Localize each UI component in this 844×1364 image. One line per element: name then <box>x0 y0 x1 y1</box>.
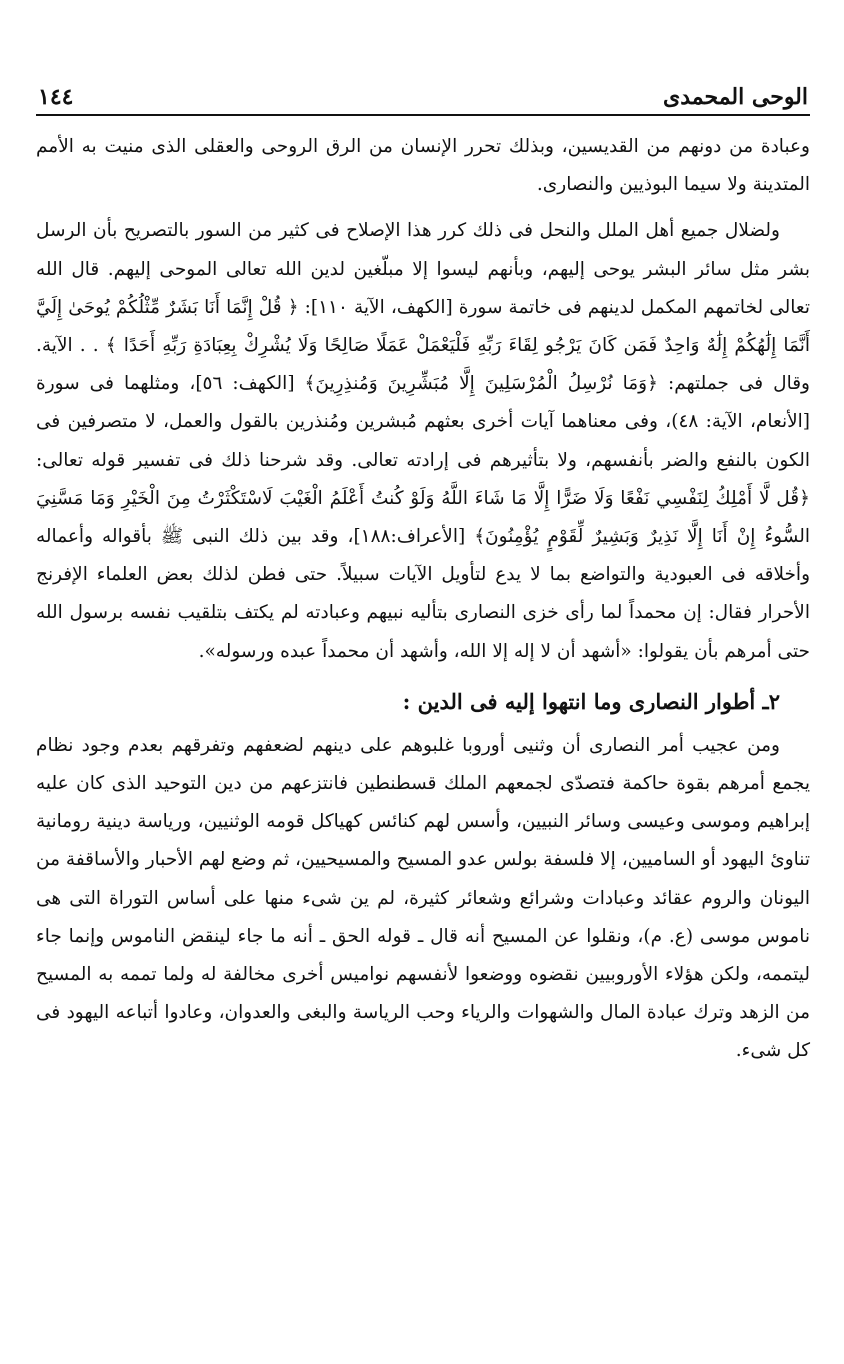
paragraph-christian-phases: ومن عجيب أمر النصارى أن وثنيى أوروبا غلبوهم على دينهم لضعفهم وتفرقهم بعدم وجود نظام يجمع أمرهم بقوة حاكمة فتصدّى لجمعهم الملك قسطنطين فانتزعهم من دين التوحيد الذى كان عليه إبراهيم وموسى وعيسى وسائر النبيين، وأسس لهم كنائس كهياكل قومه الوثنيين، ورياسة دينية رومانية تناوئ اليهود أو الساميين، إلا فلسفة بولس عدو المسيح والمسيحيين، ثم وضع لهم الأحبار والأساقفة من اليونان والروم عقائد وعبادات وشرائع وشعائر كثيرة، لم ين شىء منها على أساس التوراة التى هى ناموس موسى (ع. م)، ونقلوا عن المسيح أنه قال ـ قوله الحق ـ أنه ما جاء لينقض الناموس وإنما جاء ليتممه، ولكن هؤلاء الأوروبيين نقضوه ووضعوا لأنفسهم نواميس أخرى مخالفة له ولما تممه به المسيح من الزهد وترك عبادة المال والشهوات والرياء وحب الرياسة والبغى والعدوان، وعادوا أتباعه اليهود فى كل شىء. <box>36 734 810 1062</box>
body-text <box>36 128 810 1071</box>
paragraph-reform: ولضلال جميع أهل الملل والنحل فى ذلك كرر هذا الإصلاح فى كثير من السور بالتصريح بأن الرسل بشر مثل سائر البشر يوحى إليهم، وبأنهم ليسوا إلا مبلّغين لدين الله تعالى الموحى إليهم. قال الله تعالى لخاتمهم المكمل لدينهم فى خاتمة سورة [الكهف، الآية ١١٠]: ﴿ قُلْ إِنَّمَا أَنَا بَشَرٌ مِّثْلُكُمْ يُوحَىٰ إِلَيَّ أَنَّمَا إِلَٰهُكُمْ إِلَٰهٌ وَاحِدٌ فَمَن كَانَ يَرْجُو لِقَاءَ رَبِّهِ فَلْيَعْمَلْ عَمَلًا صَالِحًا وَلَا يُشْرِكْ بِعِبَادَةِ رَبِّهِ أَحَدًا ﴾ . . الآية. وقال فى جملتهم: ﴿وَمَا نُرْسِلُ الْمُرْسَلِينَ إِلَّا مُبَشِّرِينَ وَمُنذِرِينَ﴾ [الكهف: ٥٦]، ومثلهما فى سورة [الأنعام، الآية: ٤٨)، وفى معناهما آيات أخرى بعثهم مُبشرين ومُنذرين بالقول والعمل، لا متصرفين فى الكون بالنفع والضر بأنفسهم، ولا بتأثيرهم فى إرادته تعالى. وقد شرحنا ذلك فى تفسير قوله تعالى: ﴿قُل لَّا أَمْلِكُ لِنَفْسِي نَفْعًا وَلَا ضَرًّا إِلَّا مَا شَاءَ اللَّهُ وَلَوْ كُنتُ أَعْلَمُ الْغَيْبَ لَاسْتَكْثَرْتُ مِنَ الْخَيْرِ وَمَا مَسَّنِيَ السُّوءُ إِنْ أَنَا إِلَّا نَذِيرٌ وَبَشِيرٌ لِّقَوْمٍ يُؤْمِنُونَ﴾ [الأعراف:١٨٨]، وقد بين ذلك النبى ﷺ بأقواله وأعماله وأخلاقه فى العبودية والتواضع بما لا يدع لتأويل الآيات سبيلاً. حتى فطن لذلك بعض العلماء الإفرنج الأحرار فقال: إن محمداً لما رأى خزى النصارى بتأليه نبيهم وعبادته لم يكتف بتلقيب نفسه برسول الله حتى أمرهم بأن يقولوا: «أشهد أن لا إله إلا الله، وأشهد أن محمداً عبده ورسوله». <box>36 220 810 662</box>
page-number: ١٤٤ <box>38 84 74 110</box>
paragraph-continuation: وعبادة من دونهم من القديسين، وبذلك تحرر الإنسان من الرق الروحى والعقلى الذى منيت به الأمم المتدينة ولا سيما البوذيين والنصارى. <box>36 136 810 196</box>
section-heading: ٢ـ أطوار النصارى وما انتهوا إليه فى الدين : <box>402 688 780 714</box>
book-page <box>36 70 810 1330</box>
running-header <box>36 70 810 116</box>
running-title: الوحى المحمدى <box>663 84 808 110</box>
